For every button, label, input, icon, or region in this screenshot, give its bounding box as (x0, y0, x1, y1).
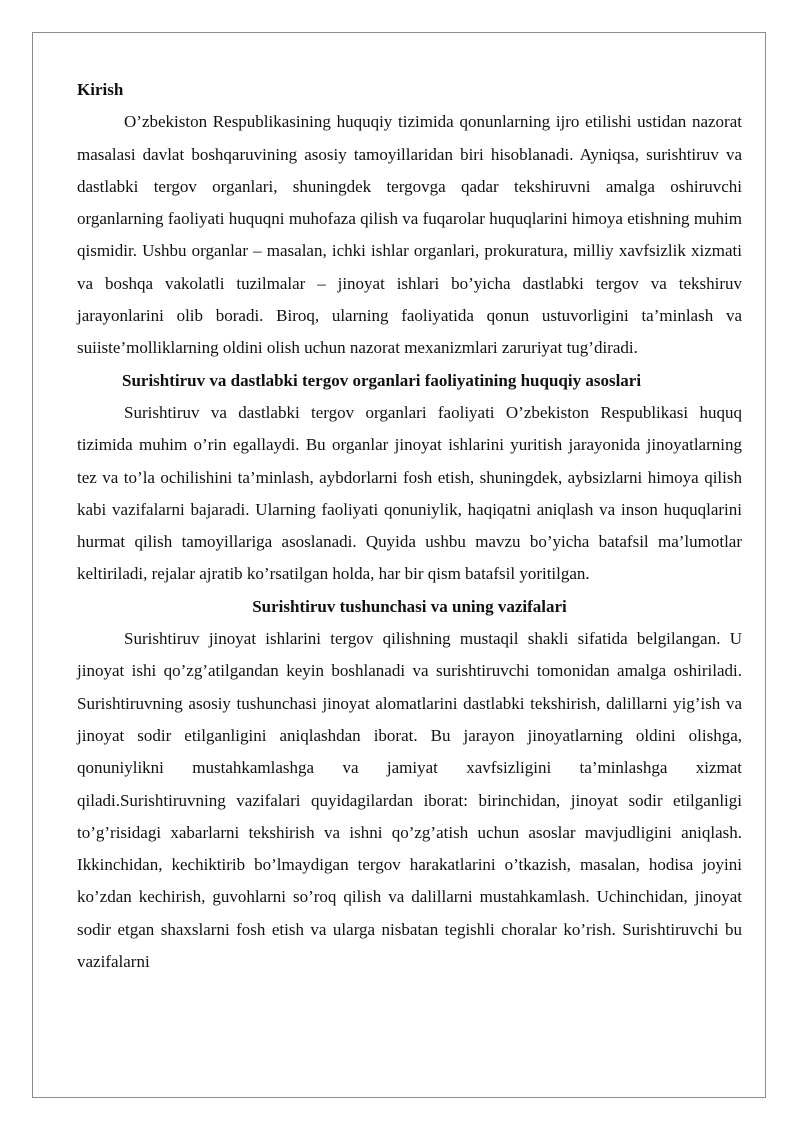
heading-concept: Surishtiruv tushunchasi va uning vazifalari (252, 596, 567, 616)
paragraph-concept: Surishtiruv jinoyat ishlarini tergov qilishning mustaqil shakli sifatida belgilangan. U jinoyat ishi qo’zg’atilgandan keyin boshlanadi va surishtiruvchi tomonidan amalga oshiriladi. Surishtiruvning asosiy tushunchasi jinoyat alomatlarini dastlabki tekshirish, dalillarni yig’ish va jinoyat sodir etilganligini aniqlashdan iborat. Bu jarayon jinoyatlarning oldini olishga, qonuniylikni mustahkamlashga va jamiyat xavfsizligini ta’minlashga xizmat qiladi.Surishtiruvning vazifalari quyidagilardan iborat: birinchidan, jinoyat sodir etilganligi to’g’risidagi xabarlarni tekshirish va ishni qo’zg’atish uchun asoslar mavjudligini aniqlash. Ikkinchidan, kechiktirib bo’lmaydigan tergov harakatlarini o’tkazish, masalan, hodisa joyini ko’zdan kechirish, guvohlarni so’roq qilish va dalillarni mustahkamlash. Uchinchidan, jinoyat sodir etgan shaxslarni fosh etish va ularga nisbatan tegishli choralar ko’rish. Surishtiruvchi bu vazifalarni (77, 629, 742, 972)
document-body (77, 74, 742, 978)
heading-intro: Kirish (77, 80, 124, 99)
paragraph-legal-basis: Surishtiruv va dastlabki tergov organlari faoliyati O’zbekiston Respublikasi huquq tizimida muhim o’rin egallaydi. Bu organlar jinoyat ishlarini yuritish jarayonida jinoyatlarning tez va to’la ochilishini ta’minlash, aybdorlarni fosh etish, shuningdek, aybsizlarni himoya qilish kabi vazifalarni bajaradi. Ularning faoliyati qonuniylik, haqiqatni aniqlash va inson huquqlarini hurmat qilish tamoyillariga asoslanadi. Quyida ushbu mavzu bo’yicha batafsil ma’lumotlar keltiriladi, rejalar ajratib ko’rsatilgan holda, har bir qism batafsil yoritilgan. (77, 402, 742, 584)
heading-legal-basis: Surishtiruv va dastlabki tergov organlari faoliyatining huquqiy asoslari (122, 370, 642, 390)
paragraph-intro: O’zbekiston Respublikasining huquqiy tizimida qonunlarning ijro etilishi ustidan nazorat masalasi davlat boshqaruvining asosiy tamoyillaridan biri hisoblanadi. Ayniqsa, surishtiruv va dastlabki tergov organlari, shuningdek tergovga qadar tekshiruvni amalga oshiruvchi organlarning faoliyati huquqni muhofaza qilish va fuqarolar huquqlarini himoya etishning muhim qismidir. Ushbu organlar – masalan, ichki ishlar organlari, prokuratura, milliy xavfsizlik xizmati va boshqa vakolatli tuzilmalar – jinoyat ishlari bo’yicha dastlabki tergov va tekshiruv jarayonlarini olib boradi. Biroq, ularning faoliyatida qonun ustuvorligini ta’minlash va suiiste’molliklarning oldini olish uchun nazorat mexanizmlari zaruriyat tug’diradi. (77, 112, 742, 358)
